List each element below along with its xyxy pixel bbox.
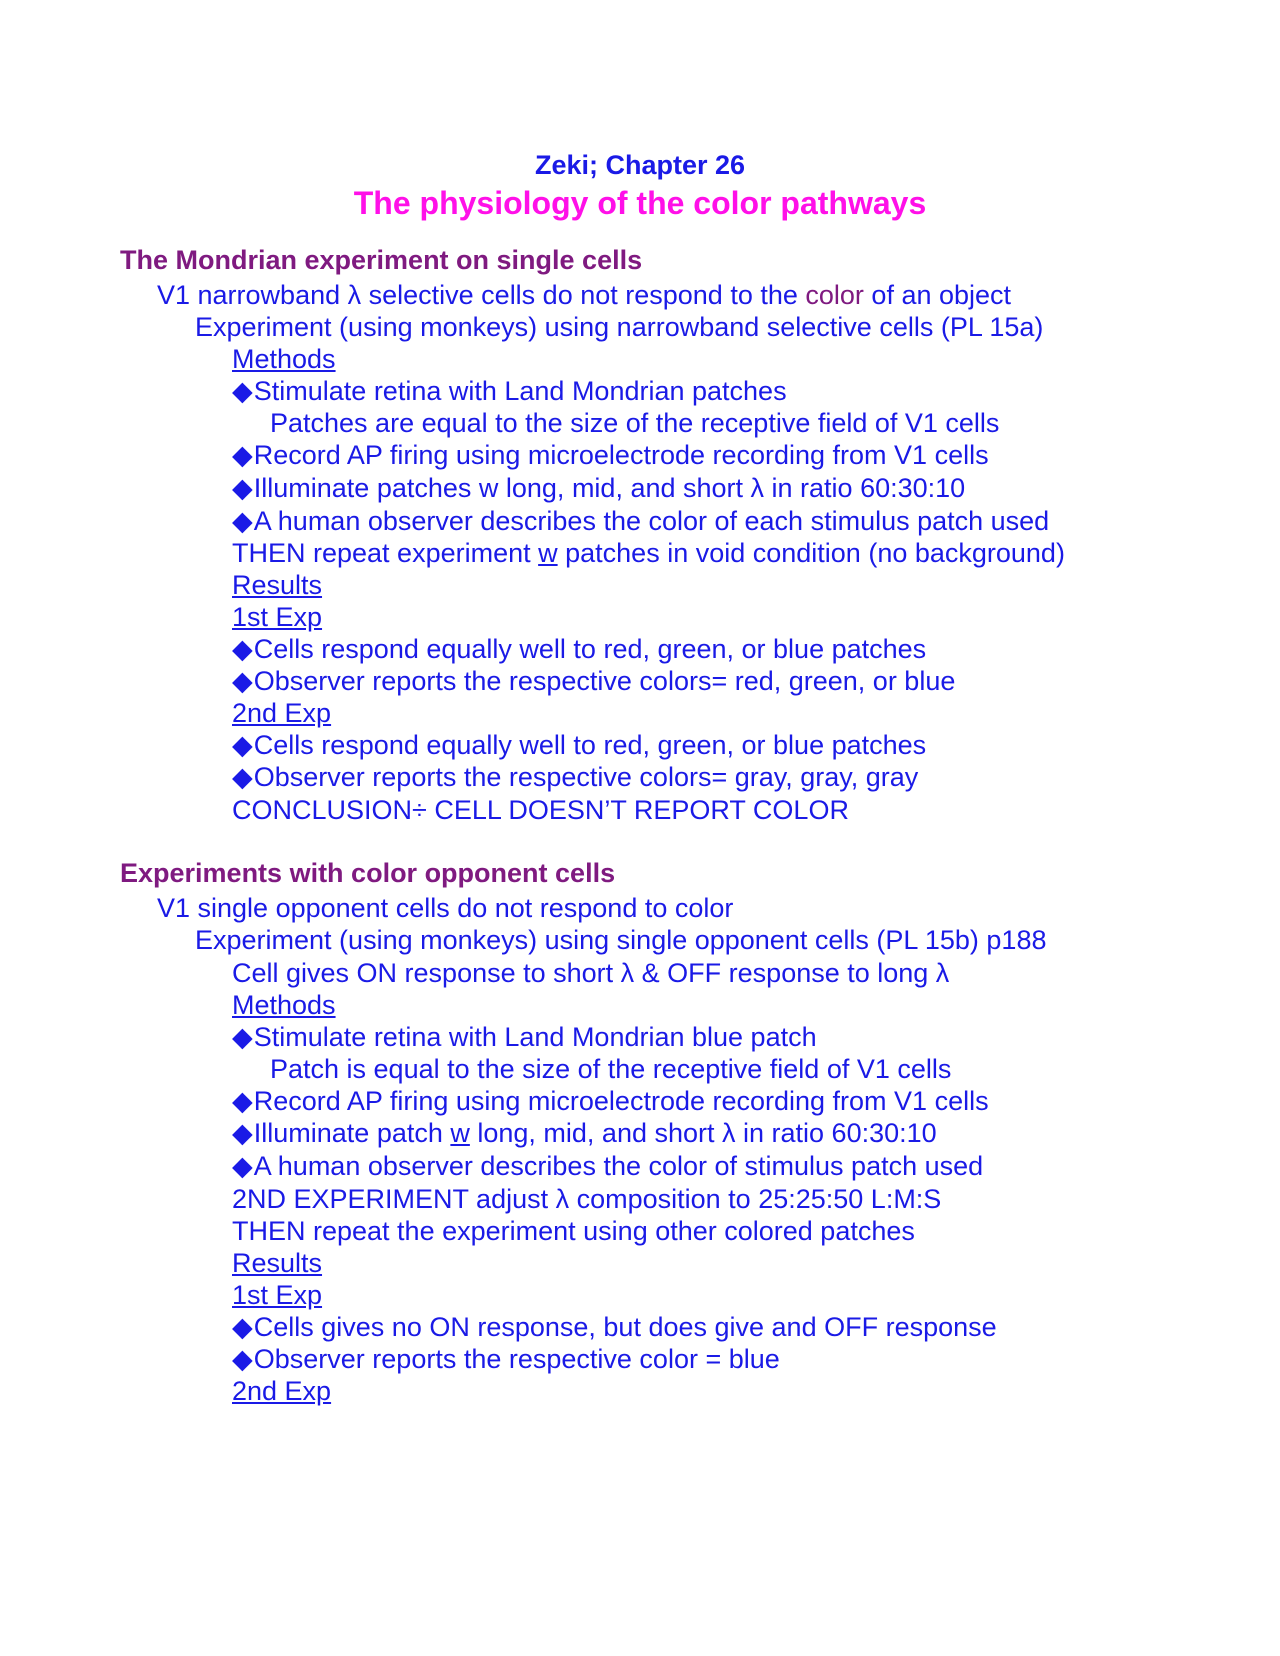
diamond-bullet-icon: ◆ — [232, 506, 253, 536]
section1-methods-label: Methods — [232, 344, 336, 374]
section2-method-3: ◆Illuminate patch w long, mid, and short λ in ratio 60:30:10 — [232, 1118, 937, 1148]
section1-results-label: Results — [232, 570, 323, 600]
section1-result-1a: ◆Cells respond equally well to red, green, or blue patches — [232, 634, 927, 664]
section2-exp2-label: 2nd Exp — [232, 1376, 332, 1406]
section2-method-4: ◆A human observer describes the color of stimulus patch used — [232, 1151, 984, 1181]
section2-results-label: Results — [232, 1248, 323, 1278]
section2-experiment: Experiment (using monkeys) using single opponent cells (PL 15b) p188 — [195, 925, 1047, 955]
diamond-bullet-icon: ◆ — [232, 376, 253, 406]
section1-then: THEN repeat experiment w patches in void condition (no background) — [232, 538, 1065, 568]
section2-intro: V1 single opponent cells do not respond to color — [157, 893, 734, 923]
section1-method-1-note: Patches are equal to the size of the receptive field of V1 cells — [270, 408, 1000, 438]
color-word: color — [805, 280, 864, 310]
section1-method-4: ◆A human observer describes the color of each stimulus patch used — [232, 506, 1050, 536]
section2-second-experiment: 2ND EXPERIMENT adjust λ composition to 25:25:50 L:M:S — [232, 1184, 942, 1214]
document-subtitle: The physiology of the color pathways — [353, 185, 927, 221]
section1-result-2b: ◆Observer reports the respective colors= gray, gray, gray — [232, 762, 919, 792]
section2-result-1a: ◆Cells gives no ON response, but does give and OFF response — [232, 1312, 997, 1342]
section2-method-1-note: Patch is equal to the size of the receptive field of V1 cells — [270, 1054, 952, 1084]
section1-experiment: Experiment (using monkeys) using narrowband selective cells (PL 15a) — [195, 312, 1044, 342]
section1-method-1: ◆Stimulate retina with Land Mondrian patches — [232, 376, 787, 406]
section2-exp1-label: 1st Exp — [232, 1280, 323, 1310]
diamond-bullet-icon: ◆ — [232, 1151, 253, 1181]
diamond-bullet-icon: ◆ — [232, 1344, 253, 1374]
section2-cell-response: Cell gives ON response to short λ & OFF response to long λ — [232, 958, 950, 988]
diamond-bullet-icon: ◆ — [232, 1086, 253, 1116]
diamond-bullet-icon: ◆ — [232, 730, 253, 760]
section1-conclusion: CONCLUSION÷ CELL DOESN’T REPORT COLOR — [232, 795, 849, 825]
section1-exp1-label: 1st Exp — [232, 602, 323, 632]
diamond-bullet-icon: ◆ — [232, 473, 253, 503]
chapter-title: Zeki; Chapter 26 — [534, 150, 746, 180]
section1-method-3: ◆Illuminate patches w long, mid, and short λ in ratio 60:30:10 — [232, 473, 966, 503]
diamond-bullet-icon: ◆ — [232, 762, 253, 792]
section1-method-2: ◆Record AP firing using microelectrode recording from V1 cells — [232, 440, 989, 470]
section1-heading: The Mondrian experiment on single cells — [120, 245, 643, 275]
section2-result-1b: ◆Observer reports the respective color = blue — [232, 1344, 780, 1374]
diamond-bullet-icon: ◆ — [232, 1312, 253, 1342]
section1-result-1b: ◆Observer reports the respective colors= red, green, or blue — [232, 666, 956, 696]
diamond-bullet-icon: ◆ — [232, 666, 253, 696]
section2-heading: Experiments with color opponent cells — [120, 858, 616, 888]
section2-methods-label: Methods — [232, 990, 336, 1020]
diamond-bullet-icon: ◆ — [232, 440, 253, 470]
section2-method-1: ◆Stimulate retina with Land Mondrian blue patch — [232, 1022, 817, 1052]
diamond-bullet-icon: ◆ — [232, 1118, 253, 1148]
section1-result-2a: ◆Cells respond equally well to red, green, or blue patches — [232, 730, 927, 760]
diamond-bullet-icon: ◆ — [232, 634, 253, 664]
section1-intro: V1 narrowband λ selective cells do not respond to the color of an object — [157, 280, 1012, 310]
section2-method-2: ◆Record AP firing using microelectrode recording from V1 cells — [232, 1086, 989, 1116]
section2-then: THEN repeat the experiment using other colored patches — [232, 1216, 915, 1246]
diamond-bullet-icon: ◆ — [232, 1022, 253, 1052]
section1-exp2-label: 2nd Exp — [232, 698, 332, 728]
